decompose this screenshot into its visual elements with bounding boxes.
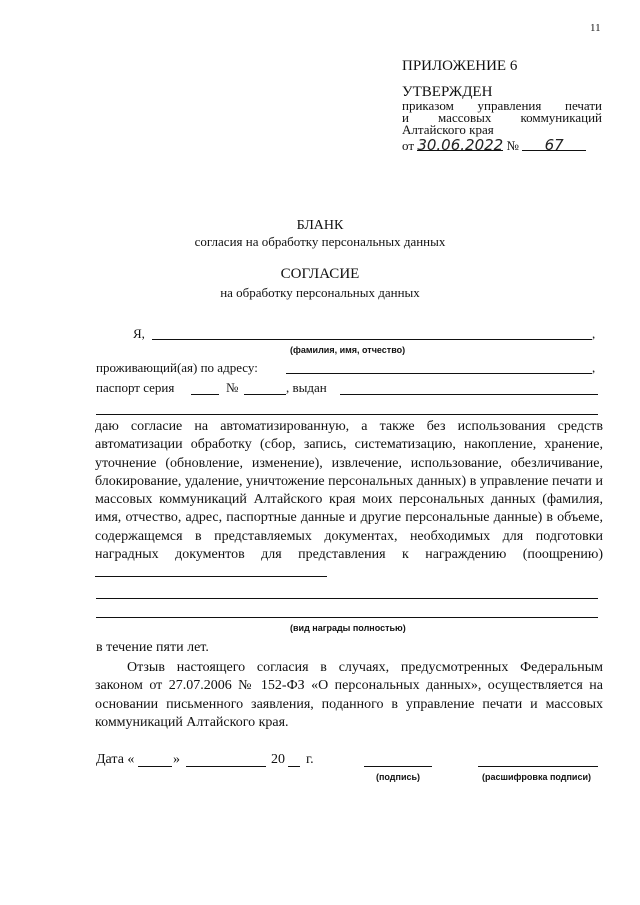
order-line-1: приказом управления печати xyxy=(402,98,602,113)
order-line-2: и массовых коммуникаций xyxy=(402,110,602,125)
comma-mark: , xyxy=(592,326,596,341)
award-field-line-1[interactable] xyxy=(96,598,598,599)
date-year-suffix: г. xyxy=(306,752,314,767)
order-date-handwritten: 30.06.2022 xyxy=(417,136,504,154)
passport-series-field[interactable] xyxy=(191,394,219,395)
approved-heading: УТВЕРЖДЕН xyxy=(402,84,493,100)
full-name-field[interactable] xyxy=(152,339,592,340)
blank-subtitle: согласия на обработку персональных данных xyxy=(194,234,446,249)
consent-body xyxy=(95,418,603,584)
address-field[interactable] xyxy=(286,373,592,374)
order-from-label: от xyxy=(402,138,415,153)
field-i-label: Я, xyxy=(133,326,145,341)
consent-title: СОГЛАСИЕ xyxy=(280,266,360,282)
order-reference xyxy=(402,136,586,154)
passport-issued-field[interactable] xyxy=(340,394,598,395)
consent-body-text: даю согласие на автоматизированную, а также без использования средств автоматизации обработку (сбор, запись, систематизацию, накопление, хранение, уточнение (обновление, изменение), извлечение, использование, обезличивание, блокирование, удаление, уничтожение персональных данных) в управление печати и массовых коммуникаций Алтайского края моих персональных данных (фамилия, имя, отчество, адрес, паспортные данные и другие персональные данные) в объеме, содержащемся в представляемых документах, необходимых для подготовки наградных документов для представления к награждению (поощрению) xyxy=(95,419,603,563)
date-label: Дата « xyxy=(96,752,135,767)
period-text: в течение пяти лет. xyxy=(96,640,209,655)
date-year-field[interactable] xyxy=(288,766,300,767)
revoke-paragraph: Отзыв настоящего согласия в случаях, предусмотренных Федеральным законом от 27.07.2006 № 152-ФЗ «О персональных данных», осуществляется на основании письменного заявления, поданного в управление печати и массовых коммуникаций Алтайского края. xyxy=(95,660,603,730)
passport-label: паспорт серия xyxy=(96,380,175,395)
passport-number-field[interactable] xyxy=(244,394,286,395)
award-field-line-2[interactable] xyxy=(96,617,598,618)
signature-decode-field[interactable] xyxy=(478,766,598,767)
signature-caption: (подпись) xyxy=(376,772,421,782)
full-name-caption: (фамилия, имя, отчество) xyxy=(290,345,406,355)
blank-title: БЛАНК xyxy=(296,218,344,233)
passport-issued-label: , выдан xyxy=(286,380,327,395)
passport-issued-field-continued[interactable] xyxy=(96,414,598,415)
page-number: 11 xyxy=(590,22,601,34)
order-no-label: № xyxy=(506,138,519,153)
order-line-3: Алтайского края xyxy=(402,122,494,137)
passport-no-label: № xyxy=(226,380,239,395)
date-month-field[interactable] xyxy=(186,766,266,767)
address-label: проживающий(ая) по адресу: xyxy=(96,360,258,375)
comma-mark: , xyxy=(592,360,596,375)
signature-field[interactable] xyxy=(364,766,432,767)
award-inline-field[interactable] xyxy=(95,564,327,577)
order-number-handwritten: 67 xyxy=(522,136,586,151)
appendix-heading: ПРИЛОЖЕНИЕ 6 xyxy=(402,58,518,74)
signature-decode-caption: (расшифровка подписи) xyxy=(482,772,591,782)
award-caption: (вид награды полностью) xyxy=(290,623,406,633)
consent-subtitle: на обработку персональных данных xyxy=(220,285,420,300)
date-year-prefix: 20 xyxy=(271,752,285,767)
date-day-field[interactable] xyxy=(138,766,172,767)
date-quote-close: » xyxy=(173,752,180,767)
